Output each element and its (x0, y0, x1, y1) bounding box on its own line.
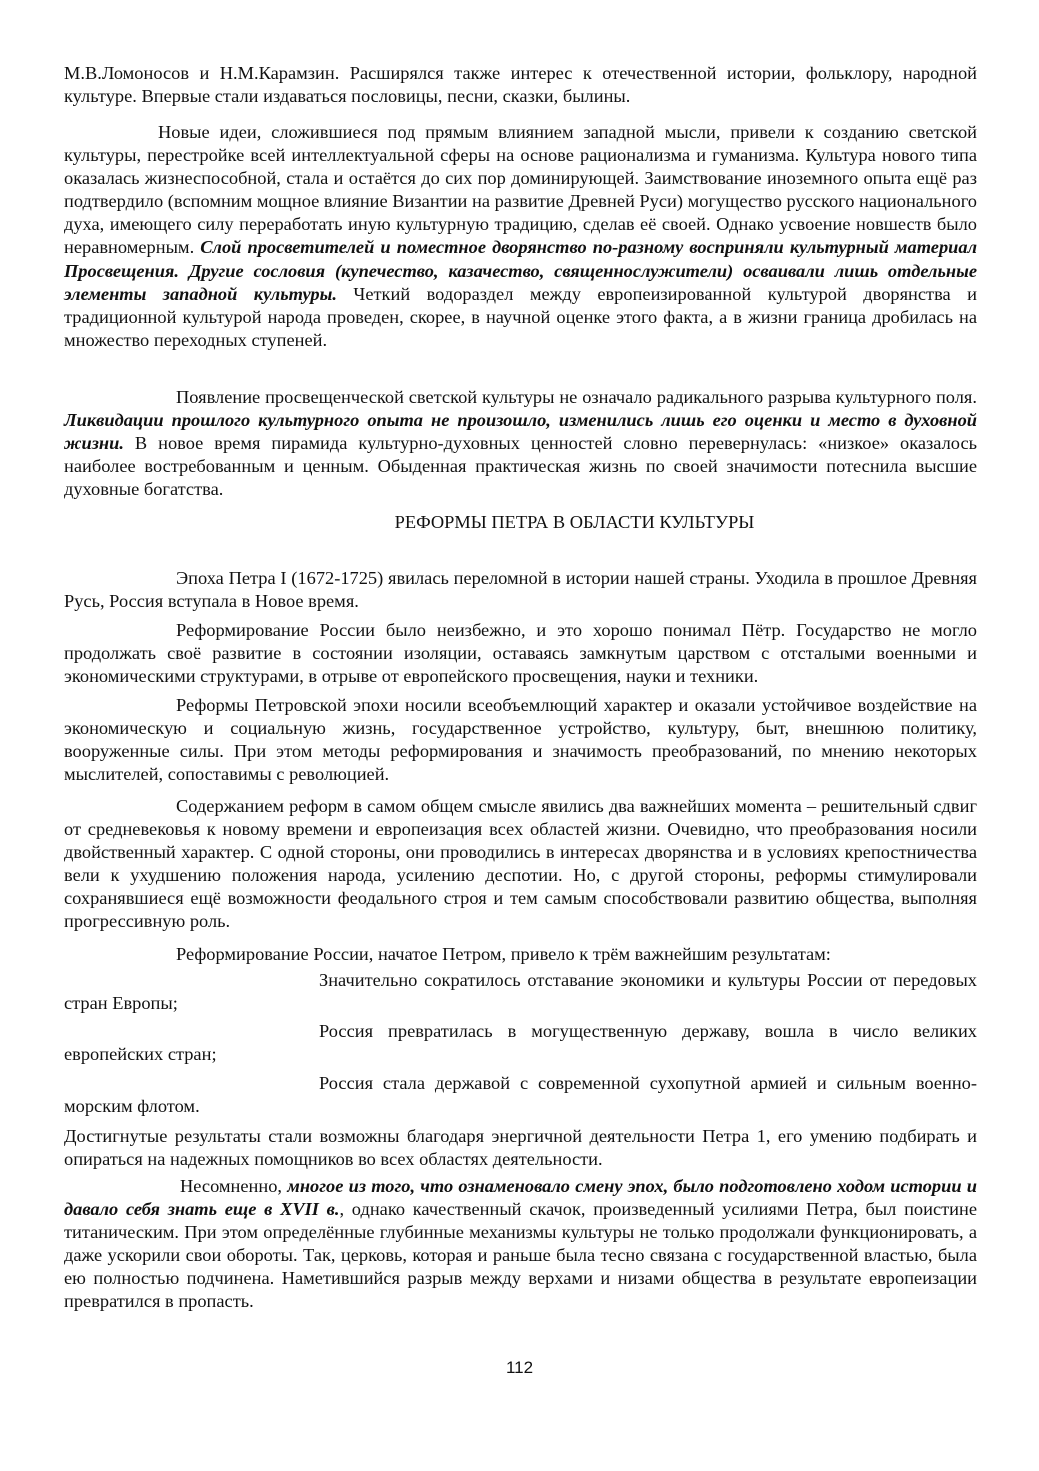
paragraph-text: Несомненно, (180, 1176, 288, 1196)
paragraph-enlightenment (64, 386, 977, 501)
page-number: 112 (505, 1358, 534, 1377)
paragraph-text: Четкий водораздел между европеизированной культурой дворянства и традиционной культурой народа проведен, скорее, в научной оценке этого факта, а в жизни граница дробилась на множество переходных ступеней. (64, 283, 977, 350)
paragraph-results-intro: Реформирование России, начатое Петром, привело к трём важнейшим результатам: (176, 944, 831, 964)
paragraph-reform-necessity: Реформирование России было неизбежно, и это хорошо понимал Пётр. Государство не могло продолжать своё развитие в состоянии изоляции, оставаясь замкнутым царством с отсталыми военными и экономическими структурами, в отрыве от европейского просвещения, науки и техники. (64, 620, 977, 687)
paragraph-reforms-content: Содержанием реформ в самом общем смысле явились два важнейших момента – решительный сдвиг от средневековья к новому времени и европеизация всех областей жизни. Очевидно, что преобразования носили двойственный характер. С одной стороны, они проводились в интересах дворянства и в условиях крепостничества вели к ухудшению положения народа, усилению деспотии. Но, с другой стороны, реформы стимулировали сохранявшиеся ещё возможности феодального строя и тем самым способствовали развитию общества, выполняя прогрессивную роль. (64, 796, 977, 932)
list-item: Значительно сократилось отставание экономики и культуры России от передовых стран Европы; (64, 970, 977, 1014)
paragraph-undoubtedly (64, 1175, 977, 1314)
paragraph-achievements: Достигнутые результаты стали возможны благодаря энергичной деятельности Петра 1, его умению подбирать и опираться на надежных помощников во всех областях деятельности. (64, 1126, 977, 1170)
emphasis-text: Ликвидации прошлого культурного опыта не произошло, изменились лишь его оценки и место в духовной жизни. (64, 410, 977, 454)
list-item: Россия превратилась в могущественную державу, вошла в число великих европейских стран; (64, 1021, 977, 1065)
list-item: Россия стала державой с современной сухопутной армией и сильным военно-морским флотом. (64, 1073, 977, 1117)
emphasis-text: Слой просветителей и поместное дворянство по-разному восприняли культурный материал Просвещения. Другие сословия (купечество, казачество, священнослужители) осваивали лишь отдельные элементы западной культуры. (64, 237, 978, 304)
paragraph-peter-era: Эпоха Петра I (1672-1725) явилась переломной в истории нашей страны. Уходила в прошлое Древняя Русь, Россия вступала в Новое время. (64, 568, 977, 612)
paragraph-new-ideas (64, 121, 977, 352)
paragraph-intro: М.В.Ломоносов и Н.М.Карамзин. Расширялся также интерес к отечественной истории, фольклору, народной культуре. Впервые стали издаваться пословицы, песни, сказки, былины. (64, 63, 977, 107)
emphasis-text: многое из того, что ознаменовало смену эпох, было подготовлено ходом истории и давало себя знать еще в XVII в. (64, 1176, 977, 1220)
paragraph-text: , однако качественный скачок, произведенный усилиями Петра, был поистине титаническим. При этом определённые глубинные механизмы культуры не только продолжали функционировать, а даже ускорили свои обороты. Так, церковь, которая и раньше была тесно связана с государственной властью, была ею полностью подчинена. Наметившийся разрыв между верхами и низами общества в результате европеизации превратился в пропасть. (64, 1199, 977, 1312)
paragraph-reforms-scope: Реформы Петровской эпохи носили всеобъемлющий характер и оказали устойчивое воздействие на экономическую и социальную жизнь, государственное устройство, культуру, быт, внешнюю политику, вооруженные силы. При этом методы реформирования и значимость преобразований, по мнению некоторых мыслителей, сопоставимы с революцией. (64, 695, 977, 785)
paragraph-text: Новые идеи, сложившиеся под прямым влиянием западной мысли, привели к созданию светской культуры, перестройке всей интеллектуальной сферы на основе рационализма и гуманизма. Культура нового типа оказалась жизнеспособной, стала и остаётся до сих пор доминирующей. Заимствование иноземного опыта ещё раз подтвердило (вспомним мощное влияние Византии на развитие Древней Руси) могущество русского национального духа, имеющего силу переработать иную культурную традицию, сделав её своей. Однако усвоение новшеств было неравномерным. (64, 122, 977, 258)
paragraph-text: В новое время пирамида культурно-духовных ценностей словно перевернулась: «низкое» оказалось наиболее востребованным и ценным. Обыденная практическая жизнь по своей значимости потеснила высшие духовные богатства. (64, 433, 977, 500)
section-heading: РЕФОРМЫ ПЕТРА В ОБЛАСТИ КУЛЬТУРЫ (394, 512, 755, 532)
paragraph-text: Появление просвещенческой светской культуры не означало радикального разрыва культурного поля. (176, 387, 977, 407)
